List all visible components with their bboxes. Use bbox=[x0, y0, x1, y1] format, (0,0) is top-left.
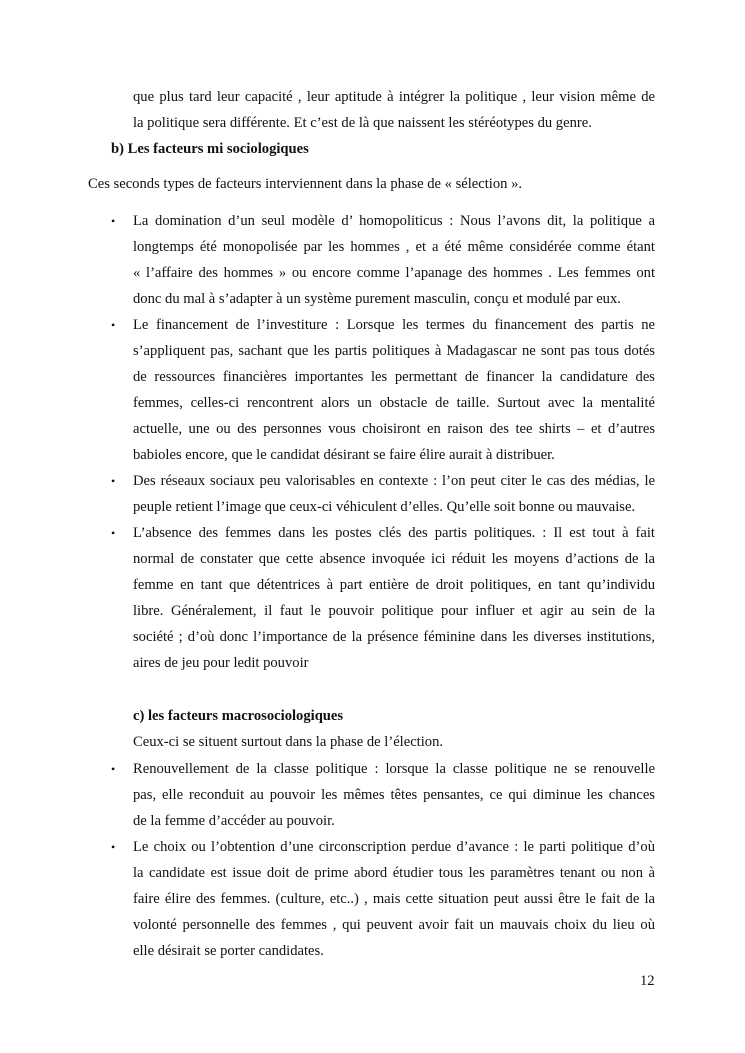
bullet-line: donc du mal à s’adapter à un système purement masculin, conçu et modulé par eux. bbox=[133, 291, 621, 307]
bullet-marker: • bbox=[111, 762, 116, 776]
bullet-marker: • bbox=[111, 318, 116, 332]
section-lead: Ces seconds types de facteurs interviennent dans la phase de « sélection ». bbox=[88, 176, 523, 192]
bullet-line: normal de constater que cette absence invoquée ici réduit les moyens d’actions de la bbox=[133, 551, 655, 567]
bullet-line: société ; d’où donc l’importance de la présence féminine dans les diverses institutions, bbox=[133, 629, 655, 645]
bullet-marker: • bbox=[111, 840, 116, 854]
bullet-line: s’appliquent pas, sachant que les partis politiques à Madagascar ne sont pas tous dotés bbox=[133, 343, 655, 359]
bullet-line: la candidate est issue doit de prime abord étudier tous les paramètres tenant ou non à bbox=[133, 865, 655, 881]
bullet-line: Renouvellement de la classe politique : lorsque la classe politique ne se renouvelle bbox=[133, 761, 655, 777]
bullet-marker: • bbox=[111, 526, 116, 540]
section-lead: Ceux-ci se situent surtout dans la phase de l’élection. bbox=[133, 734, 444, 750]
bullet-line: longtemps été monopolisée par les hommes , et a été même considérée comme étant bbox=[133, 239, 655, 255]
section-heading-b: b) Les facteurs mi sociologiques bbox=[111, 141, 309, 157]
bullet-line: Des réseaux sociaux peu valorisables en contexte : l’on peut citer le cas des médias, le bbox=[133, 473, 655, 489]
bullet-line: babioles encore, que le candidat désirant se faire élire aurait à distribuer. bbox=[133, 447, 555, 463]
bullet-line: volonté personnelle des femmes , qui peuvent avoir fait un mauvais choix du lieu où bbox=[133, 917, 655, 933]
page-number: 12 bbox=[640, 973, 655, 989]
bullet-line: L’absence des femmes dans les postes clés des partis politiques. : Il est tout à fait bbox=[133, 525, 655, 541]
bullet-line: pas, elle reconduit au pouvoir les mêmes têtes pensantes, ce qui diminue les chances bbox=[133, 787, 655, 803]
bullet-line: actuelle, une ou des personnes vous choisiront en raison des tee shirts – et d’autres bbox=[133, 421, 655, 437]
bullet-line: libre. Généralement, il faut le pouvoir politique pour influer et agir au sein de la bbox=[133, 603, 655, 619]
bullet-line: faire élire des femmes. (culture, etc..) , mais cette situation peut aussi être le fait de la bbox=[133, 891, 655, 907]
bullet-line: peuple retient l’image que ceux-ci véhiculent d’elles. Qu’elle soit bonne ou mauvaise. bbox=[133, 499, 636, 515]
bullet-line: de ressources financières importantes les permettant de financer la candidature des bbox=[133, 369, 655, 385]
paragraph-line: la politique sera différente. Et c’est de là que naissent les stéréotypes du genre. bbox=[133, 115, 592, 131]
bullet-line: femme en tant que détentrices à part entière de droit politiques, en tant qu’individu bbox=[133, 577, 655, 593]
bullet-line: La domination d’un seul modèle d’ homopoliticus : Nous l’avons dit, la politique a bbox=[133, 213, 655, 229]
bullet-line: femmes, celles-ci rencontrent alors un obstacle de taille. Surtout avec la mentalité bbox=[133, 395, 655, 411]
bullet-line: elle désirait se porter candidates. bbox=[133, 943, 324, 959]
paragraph-line: que plus tard leur capacité , leur aptitude à intégrer la politique , leur vision même de bbox=[133, 89, 655, 105]
bullet-marker: • bbox=[111, 474, 116, 488]
bullet-line: aires de jeu pour ledit pouvoir bbox=[133, 655, 309, 671]
bullet-line: de la femme d’accéder au pouvoir. bbox=[133, 813, 335, 829]
bullet-line: « l’affaire des hommes » ou encore comme l’apanage des hommes . Les femmes ont bbox=[133, 265, 655, 281]
section-heading-c: c) les facteurs macrosociologiques bbox=[133, 708, 344, 724]
bullet-line: Le choix ou l’obtention d’une circonscription perdue d’avance : le parti politique d’où bbox=[133, 839, 655, 855]
bullet-marker: • bbox=[111, 214, 116, 228]
bullet-line: Le financement de l’investiture : Lorsque les termes du financement des partis ne bbox=[133, 317, 655, 333]
